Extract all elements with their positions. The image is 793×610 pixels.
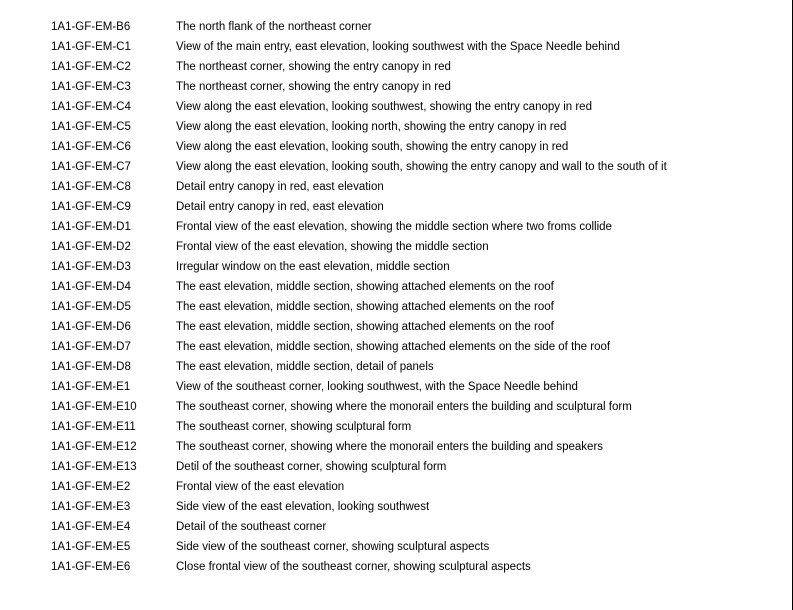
record-description: View of the main entry, east elevation, looking southwest with the Space Needle behind: [176, 41, 620, 53]
list-item: [0, 457, 792, 477]
list-item: [0, 497, 792, 517]
list-item: [0, 477, 792, 497]
record-code: 1A1-GF-EM-D6: [51, 321, 131, 333]
record-code: 1A1-GF-EM-E1: [51, 381, 131, 393]
record-list: [0, 17, 792, 577]
record-description: The east elevation, middle section, showing attached elements on the roof: [176, 321, 554, 333]
list-item: [0, 437, 792, 457]
record-code: 1A1-GF-EM-C6: [51, 141, 131, 153]
record-code: 1A1-GF-EM-E5: [51, 541, 131, 553]
record-code: 1A1-GF-EM-E6: [51, 561, 131, 573]
list-item: [0, 517, 792, 537]
record-code: 1A1-GF-EM-C2: [51, 61, 131, 73]
record-description: Side view of the east elevation, looking southwest: [176, 501, 430, 513]
record-code: 1A1-GF-EM-D7: [51, 341, 131, 353]
record-code: 1A1-GF-EM-D4: [51, 281, 131, 293]
list-item: [0, 397, 792, 417]
list-item: [0, 357, 792, 377]
record-description: View along the east elevation, looking south, showing the entry canopy in red: [176, 141, 569, 153]
record-description: View along the east elevation, looking south, showing the entry canopy and wall to the south of it: [176, 161, 667, 173]
record-description: The east elevation, middle section, showing attached elements on the roof: [176, 281, 554, 293]
record-description: The north flank of the northeast corner: [176, 21, 372, 33]
record-description: Frontal view of the east elevation, showing the middle section: [176, 241, 489, 253]
record-code: 1A1-GF-EM-D3: [51, 261, 131, 273]
record-description: Detail of the southeast corner: [176, 521, 327, 533]
list-item: [0, 337, 792, 357]
record-description: The southeast corner, showing sculptural form: [176, 421, 412, 433]
list-item: [0, 97, 792, 117]
list-item: [0, 557, 792, 577]
record-code: 1A1-GF-EM-C7: [51, 161, 131, 173]
record-code: 1A1-GF-EM-C8: [51, 181, 131, 193]
record-description: The southeast corner, showing where the monorail enters the building and speakers: [176, 441, 604, 453]
record-code: 1A1-GF-EM-D2: [51, 241, 131, 253]
list-item: [0, 197, 792, 217]
record-code: 1A1-GF-EM-C1: [51, 41, 131, 53]
list-item: [0, 17, 792, 37]
list-item: [0, 417, 792, 437]
list-item: [0, 317, 792, 337]
record-description: Irregular window on the east elevation, middle section: [176, 261, 450, 273]
record-code: 1A1-GF-EM-E10: [51, 401, 137, 413]
record-description: View along the east elevation, looking southwest, showing the entry canopy in red: [176, 101, 592, 113]
record-code: 1A1-GF-EM-B6: [51, 21, 131, 33]
record-description: The northeast corner, showing the entry canopy in red: [176, 61, 451, 73]
record-description: Frontal view of the east elevation: [176, 481, 345, 493]
record-description: The east elevation, middle section, showing attached elements on the side of the roof: [176, 341, 611, 353]
record-code: 1A1-GF-EM-E12: [51, 441, 137, 453]
record-description: The northeast corner, showing the entry canopy in red: [176, 81, 451, 93]
record-code: 1A1-GF-EM-E4: [51, 521, 131, 533]
record-code: 1A1-GF-EM-D8: [51, 361, 131, 373]
record-description: Frontal view of the east elevation, showing the middle section where two froms collide: [176, 221, 612, 233]
record-code: 1A1-GF-EM-E3: [51, 501, 131, 513]
record-code: 1A1-GF-EM-E11: [51, 421, 136, 433]
list-item: [0, 57, 792, 77]
record-description: View along the east elevation, looking north, showing the entry canopy in red: [176, 121, 567, 133]
list-item: [0, 377, 792, 397]
record-description: View of the southeast corner, looking southwest, with the Space Needle behind: [176, 381, 578, 393]
list-item: [0, 237, 792, 257]
list-item: [0, 177, 792, 197]
list-item: [0, 137, 792, 157]
list-item: [0, 157, 792, 177]
record-code: 1A1-GF-EM-C9: [51, 201, 131, 213]
list-item: [0, 297, 792, 317]
record-code: 1A1-GF-EM-D5: [51, 301, 131, 313]
record-code: 1A1-GF-EM-D1: [51, 221, 131, 233]
list-item: [0, 257, 792, 277]
record-code: 1A1-GF-EM-C4: [51, 101, 131, 113]
record-description: The east elevation, middle section, showing attached elements on the roof: [176, 301, 554, 313]
list-item: [0, 117, 792, 137]
record-code: 1A1-GF-EM-E13: [51, 461, 137, 473]
list-item: [0, 37, 792, 57]
list-item: [0, 277, 792, 297]
record-code: 1A1-GF-EM-C3: [51, 81, 131, 93]
record-code: 1A1-GF-EM-E2: [51, 481, 131, 493]
list-item: [0, 537, 792, 557]
record-description: Detail entry canopy in red, east elevation: [176, 181, 384, 193]
record-description: Close frontal view of the southeast corner, showing sculptural aspects: [176, 561, 531, 573]
record-description: The east elevation, middle section, detail of panels: [176, 361, 434, 373]
list-item: [0, 77, 792, 97]
record-description: Side view of the southeast corner, showing sculptural aspects: [176, 541, 490, 553]
record-code: 1A1-GF-EM-C5: [51, 121, 131, 133]
record-description: Detail entry canopy in red, east elevation: [176, 201, 384, 213]
record-description: Detil of the southeast corner, showing sculptural form: [176, 461, 447, 473]
list-item: [0, 217, 792, 237]
record-description: The southeast corner, showing where the monorail enters the building and sculptural form: [176, 401, 632, 413]
